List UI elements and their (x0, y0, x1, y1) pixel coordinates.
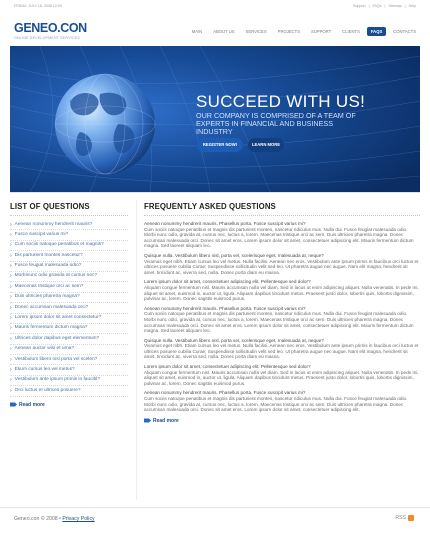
faq-question: Quisque nulla. Vestibulum libero nisl, porta vel, scelerisque eget, malesuada at, neque? (144, 252, 324, 258)
question-link[interactable]: Vestibulum ante ipsum primis in faucibl? (14, 377, 100, 383)
arrow-icon: › (10, 315, 12, 322)
site-logo[interactable]: GENEO.CON (14, 21, 87, 35)
main-nav (185, 27, 420, 36)
question-link[interactable]: Duis ultricies pharetra magna? (14, 294, 80, 300)
faq-answer: Cum sociis natoque penatibus et magnis dis parturient montes, nascetur ridiculus mus. Nulla dui. Fusce feugiat malesuada odio. Morbi nunc odio, gravida at, cursus nec, luctus a, lorem. Maecenas tristique orci ac sem. Duis ultricies pharetra magna. Donec accumsan malesuada orci. Donec sit amet eros. Lorem ipsum dolor sit amet, consectetuer adipiscing elit. Mauris fermentum dictum magna. Sed laoreet aliquam leo. (144, 226, 414, 249)
list-item[interactable] (10, 241, 128, 251)
question-link[interactable]: Donec accumsan malesuada orci? (14, 304, 89, 310)
list-item[interactable] (10, 262, 128, 272)
arrow-icon: › (10, 252, 12, 259)
read-more-icon (10, 402, 17, 407)
questions-list-section (10, 200, 128, 515)
arrow-icon: › (10, 231, 12, 238)
faq-answer: Cum sociis natoque penatibus et magnis dis parturient montes, nascetur ridiculus mus. Nulla dui. Fusce feugiat malesuada odio. Morbi nunc odio, gravida at, cursus nec, luctus a, lorem. Maecenas tristique orci ac sem. Duis ultricies pharetra magna. Donec accumsan malesuada orci. Donec sit amet eros. Lorem ipsum dolor sit amet, consectetuer adipiscing elit. (144, 396, 408, 413)
nav-main[interactable]: MAIN (191, 29, 203, 34)
column-divider (136, 200, 137, 500)
faq-item (144, 221, 420, 249)
privacy-policy-link[interactable]: Privacy Policy (62, 516, 95, 522)
read-more-label[interactable]: Read more (153, 417, 179, 424)
date-text: FRIDAY, JULY 18, 2008 12:00 (14, 4, 62, 8)
arrow-icon: › (10, 263, 12, 270)
list-item[interactable] (10, 386, 128, 396)
question-link[interactable]: Maecenas tristique orci ac sem? (14, 283, 84, 289)
faq-item (144, 279, 420, 301)
arrow-icon: › (10, 335, 12, 342)
faq-item (144, 364, 420, 386)
question-link[interactable]: Fusce suscipit varius mi? (14, 231, 69, 237)
site-header (0, 12, 430, 46)
nav-support[interactable]: SUPPORT (311, 29, 332, 34)
site-tagline: ONLINE DEVELOPMENT SERVICES (14, 36, 80, 40)
list-item[interactable] (10, 293, 128, 303)
question-link[interactable]: Fusce feugiat malesuada odio? (14, 263, 82, 269)
list-item[interactable] (10, 272, 128, 282)
list-item[interactable] (10, 220, 128, 230)
top-links (353, 4, 416, 8)
nav-about-us[interactable]: ABOUT US (213, 29, 235, 34)
hero-subtitle: OUR COMPANY IS COMPRISED OF A TEAM OF EXPERTS IN FINANCIAL AND BUSINESS INDUSTRY (196, 111, 356, 136)
arrow-icon: › (10, 221, 12, 228)
copyright-text (14, 516, 95, 522)
question-link[interactable]: Mauris fermentum dictum magna? (14, 325, 88, 331)
faq-item (144, 338, 420, 360)
top-link-separator: | (368, 4, 370, 8)
top-link-faqs[interactable]: FAQs (372, 4, 382, 8)
learn-more-button[interactable]: LEARN MORE (248, 138, 284, 152)
questions-list (10, 220, 128, 397)
faq-question: Lorem ipsum dolor sit amet, consectetuer adipiscing elit. Pellentesque sed dolor? (144, 364, 311, 370)
read-more-label[interactable]: Read more (19, 401, 45, 408)
faq-question: Aenean nonummy hendrerit mauris. Phasellus porta. Fusce suscipit varius mi? (144, 305, 306, 311)
list-item[interactable] (10, 251, 128, 261)
rss-label[interactable]: RSS (395, 515, 406, 521)
arrow-icon: › (10, 283, 12, 290)
nav-projects[interactable]: PROJECTS (277, 29, 300, 34)
faq-item (144, 306, 420, 334)
arrow-icon: › (10, 377, 12, 384)
list-item[interactable] (10, 282, 128, 292)
top-link-support[interactable]: Support (353, 4, 366, 8)
question-link[interactable]: Ekum cursus leo vel metus? (14, 366, 75, 372)
faq-item (144, 253, 420, 275)
question-link[interactable]: Aenean auctor wisi et urna? (14, 346, 75, 352)
faq-question: Aenean nonummy hendrerit mauris. Phasellus porta. Fusce suscipit varius mi? (144, 390, 306, 396)
arrow-icon: › (10, 242, 12, 249)
hero-banner (10, 46, 420, 192)
faq-section (144, 200, 420, 515)
question-link[interactable]: Vestibulum libero nisl porta vel scelen? (14, 356, 98, 362)
top-link-help[interactable]: Help (408, 4, 416, 8)
nav-clients[interactable]: CLIENTS (342, 29, 360, 34)
faq-answer: Vivamus eget nibh. Etiam cursus leo vel metus. Nulla facilisi. Aenean nec eros. Vestibulum ante ipsum primis in faucibus orci luctus et ultrices posuere cubilia Curae; Suspendisse sollicitudin velit sed leo. Ut pharetra augue nec augue. Nam elit magna, hendrerit sit amet, tincidunt ac, viverra sed, nulla. Donec porta diam eu massa. (144, 258, 419, 275)
question-link[interactable]: Orci luctus et ultrices posuere? (14, 387, 81, 393)
nav-contacts[interactable]: CONTACTS (393, 29, 416, 34)
question-link[interactable]: Lorem ipsum dolor sit amet consectetur? (14, 315, 102, 321)
question-link[interactable]: Cum sociis natoque penatibus et magnis? (14, 242, 104, 248)
globe-image (30, 56, 205, 186)
register-now-button[interactable]: REGISTER NOW! (197, 138, 243, 152)
list-item[interactable] (10, 345, 128, 355)
top-link-sitemap[interactable]: Sitemap (388, 4, 402, 8)
questions-list-title: LIST OF QUESTIONS (10, 200, 128, 216)
arrow-icon: › (10, 387, 12, 394)
banner-divider (10, 192, 420, 193)
nav-faqs[interactable]: FAQS (367, 27, 386, 36)
faq-answer: Aliquam congue fermentum nisl. Mauris accumsan nulla vel diam. Sed in lacus ut enim adipiscing aliquet. Nulla venenatis. In pede mi, aliquet sit amet, euismod in, auctor ut, ligula. Aliquam dapibus tincidunt metus. Praesent justo dolor, lobortis quis, lobortis dignissim, pulvinar ac, lorem. Donec sagittis euismod purus. (144, 369, 419, 386)
list-item[interactable] (10, 376, 128, 386)
nav-services[interactable]: SERVICES (245, 29, 267, 34)
arrow-icon: › (10, 325, 12, 332)
question-link[interactable]: Dis parturient montes nascetur? (14, 252, 83, 258)
faq-question: Lorem ipsum dolor sit amet, consectetuer adipiscing elit. Pellentesque sed dolor? (144, 279, 311, 285)
faq-item (144, 390, 420, 412)
copyright-label: Geneo.con © 2008 • (14, 516, 61, 522)
arrow-icon: › (10, 346, 12, 353)
arrow-icon: › (10, 294, 12, 301)
list-item[interactable] (10, 334, 128, 344)
list-item[interactable] (10, 355, 128, 365)
list-item[interactable] (10, 314, 128, 324)
list-item[interactable] (10, 365, 128, 375)
top-bar (0, 0, 430, 12)
read-more-link[interactable] (144, 418, 420, 424)
faq-answer: Cum sociis natoque penatibus et magnis dis parturient montes, nascetur ridiculus mus. Nulla dui. Fusce feugiat malesuada odio. Morbi nunc odio, gravida at, cursus nec, luctus a, lorem. Maecenas tristique orci ac sem. Duis ultricies pharetra magna. Donec accumsan malesuada orci. Donec sit amet eros. Lorem ipsum dolor sit amet, consectetuer adipiscing elit. Mauris fermentum dictum magna. Sed laoreet aliquam leo. (144, 311, 414, 334)
arrow-icon: › (10, 356, 12, 363)
hero-title: SUCCEED WITH US! (196, 92, 366, 111)
arrow-icon: › (10, 304, 12, 311)
faq-answer: Vivamus eget nibh. Etiam cursus leo vel metus. Nulla facilisi. Aenean nec eros. Vestibulum ante ipsum primis in faucibus orci luctus et ultrices posuere cubilia Curae; Suspendisse sollicitudin velit sed leo. Ut pharetra augue nec augue. Nam elit magna, hendrerit sit amet, tincidunt ac, viverra sed, nulla. Donec porta diam eu massa. (144, 343, 419, 360)
question-link[interactable]: Ultrices dolor dapibus eget elementum? (14, 335, 100, 341)
faq-title: FREQUENTLY ASKED QUESTIONS (144, 200, 420, 216)
rss-icon (408, 515, 414, 521)
top-link-separator: | (404, 4, 406, 8)
rss-link[interactable] (395, 515, 414, 521)
read-more-icon (144, 418, 151, 423)
list-item[interactable] (10, 230, 128, 240)
arrow-icon: › (10, 366, 12, 373)
list-item[interactable] (10, 324, 128, 334)
list-item[interactable] (10, 303, 128, 313)
faq-question: Quisque nulla. Vestibulum libero nisl, porta vel, scelerisque eget, malesuada at, neque? (144, 337, 324, 343)
question-link[interactable]: Morbinunc odio gravida at cursus nec? (14, 273, 98, 279)
faq-question: Aenean nonummy hendrerit mauris. Phasellus porta. Fusce suscipit varius mi? (144, 221, 306, 226)
arrow-icon: › (10, 273, 12, 280)
read-more-link[interactable] (10, 402, 128, 408)
question-link[interactable]: Aenean nonummy hendrerit mauris? (14, 221, 93, 227)
site-footer (0, 507, 430, 540)
top-link-separator: | (384, 4, 386, 8)
faq-answer: Aliquam congue fermentum nisl. Mauris accumsan nulla vel diam. Sed in lacus ut enim adipiscing aliquet. Nulla venenatis. In pede mi, aliquet sit amet, euismod in, auctor ut, ligula. Aliquam dapibus tincidunt metus. Praesent justo dolor, lobortis quis, lobortis dignissim, pulvinar ac, lorem. Donec sagittis euismod purus. (144, 284, 419, 302)
